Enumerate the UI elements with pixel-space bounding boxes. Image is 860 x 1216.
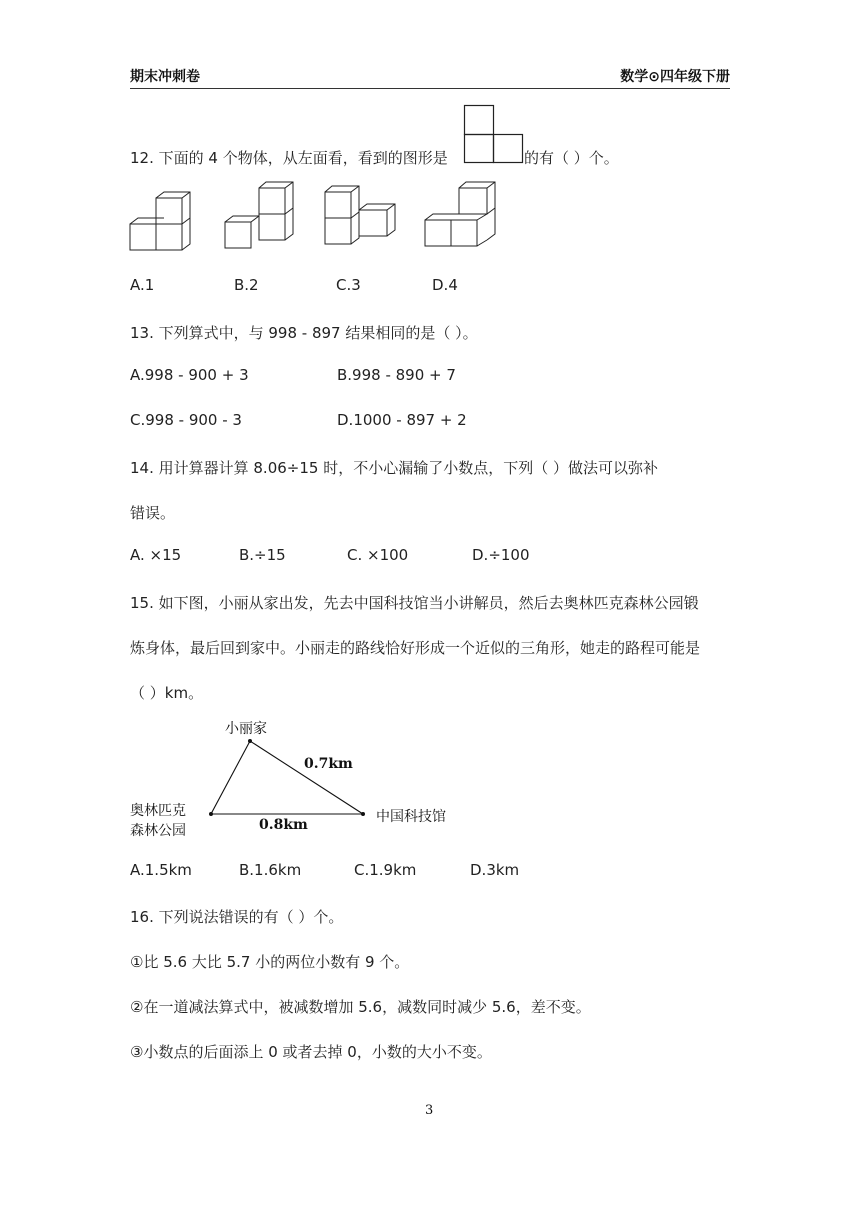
map-label-dist-home-museum: 0.7km <box>304 756 353 772</box>
q12-stem-b: 的有（ ）个。 <box>524 149 619 167</box>
q13-option-c: C.998 - 900 - 3 <box>130 411 242 429</box>
q12-object-4 <box>423 180 501 250</box>
map-label-museum: 中国科技馆 <box>376 809 446 825</box>
q14-option-b: B.÷15 <box>239 546 286 564</box>
map-label-park-line1: 奥林匹克 <box>130 803 186 819</box>
q12-object-2 <box>223 180 301 254</box>
q16-statement-1: ①比 5.6 大比 5.7 小的两位小数有 9 个。 <box>130 953 410 971</box>
q13-option-a: A.998 - 900 + 3 <box>130 366 249 384</box>
q15-line3: （ ）km。 <box>130 684 204 702</box>
map-label-dist-park-museum: 0.8km <box>259 817 308 833</box>
q15-option-b: B.1.6km <box>239 861 302 879</box>
map-label-home: 小丽家 <box>225 721 267 737</box>
header-rule <box>130 88 730 89</box>
map-label-park-line2: 森林公园 <box>130 823 186 839</box>
q13-option-d: D.1000 - 897 + 2 <box>337 411 467 429</box>
header-right: 数学⊙四年级下册 <box>620 69 730 85</box>
q12-stem-a: 12. 下面的 4 个物体，从左面看，看到的图形是 <box>130 149 448 167</box>
q16-statement-3: ③小数点的后面添上 0 或者去掉 0，小数的大小不变。 <box>130 1043 492 1061</box>
q16-stem: 16. 下列说法错误的有（ ）个。 <box>130 908 344 926</box>
q12-object-1 <box>128 180 192 254</box>
q14-option-c: C. ×100 <box>347 546 409 564</box>
q15-option-c: C.1.9km <box>354 861 417 879</box>
q15-option-d: D.3km <box>470 861 520 879</box>
header-left: 期末冲刺卷 <box>130 69 200 85</box>
q13-option-b: B.998 - 890 + 7 <box>337 366 456 384</box>
q15-route-triangle <box>200 730 375 820</box>
q14-option-d: D.÷100 <box>472 546 530 564</box>
q12-side-view-figure <box>462 104 524 164</box>
q12-object-3 <box>323 180 401 250</box>
q15-line1: 15. 如下图，小丽从家出发，先去中国科技馆当小讲解员，然后去奥林匹克森林公园锻 <box>130 594 699 612</box>
q14-line1: 14. 用计算器计算 8.06÷15 时，不小心漏输了小数点，下列（ ）做法可以弥补 <box>130 459 658 477</box>
home-point <box>248 739 252 743</box>
museum-point <box>361 812 365 816</box>
q14-line2: 错误。 <box>130 504 176 522</box>
q16-statement-2: ②在一道减法算式中，被减数增加 5.6，减数同时减少 5.6，差不变。 <box>130 998 591 1016</box>
q15-option-a: A.1.5km <box>130 861 192 879</box>
q12-option-b: B.2 <box>234 276 259 294</box>
q12-option-c: C.3 <box>336 276 361 294</box>
q12-option-d: D.4 <box>432 276 458 294</box>
park-point <box>209 812 213 816</box>
q14-option-a: A. ×15 <box>130 546 182 564</box>
page-number: 3 <box>425 1103 434 1118</box>
q12-option-a: A.1 <box>130 276 155 294</box>
q15-line2: 炼身体，最后回到家中。小丽走的路线恰好形成一个近似的三角形，她走的路程可能是 <box>130 639 701 657</box>
q13-stem: 13. 下列算式中，与 998 - 897 结果相同的是（ ）。 <box>130 324 478 342</box>
